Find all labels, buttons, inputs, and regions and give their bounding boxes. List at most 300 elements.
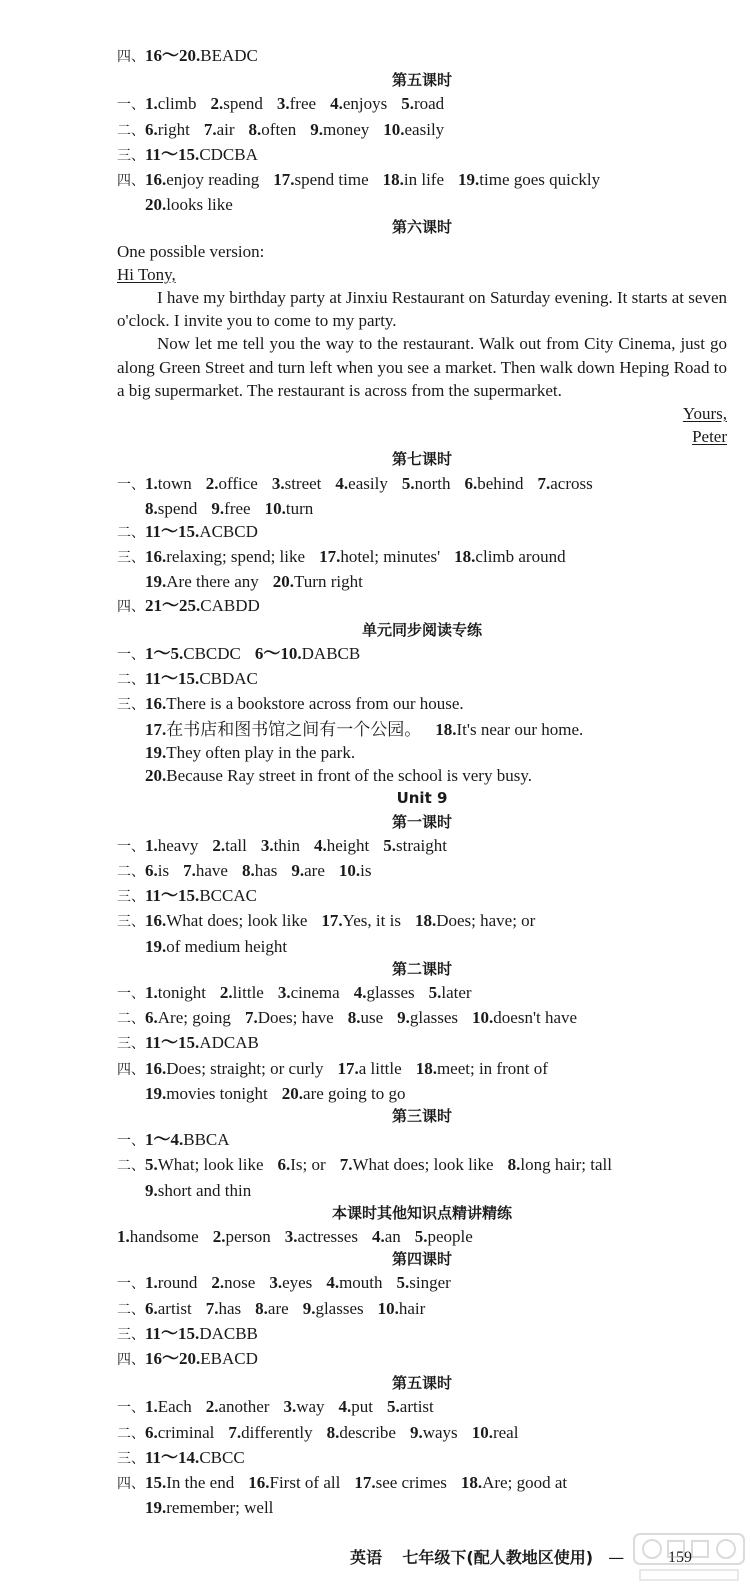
question-number: 6. (277, 1155, 291, 1175)
answer-text: another (218, 1397, 270, 1417)
answer-line (117, 1082, 727, 1105)
section-number: 三、 (117, 1450, 145, 1467)
answer-text: a little (358, 1058, 402, 1078)
question-number: 16～20. (145, 1348, 201, 1368)
answer-item (145, 1273, 197, 1292)
answer-text: First of all (269, 1472, 341, 1492)
answer-item (145, 1498, 273, 1517)
question-number: 4. (335, 473, 349, 493)
answer-item (145, 836, 198, 855)
question-number: 18. (415, 1058, 437, 1078)
answer-line (117, 497, 727, 520)
question-number: 11～15. (145, 1323, 200, 1343)
answer-text: short and thin (157, 1180, 252, 1200)
answer-item (402, 474, 451, 493)
section-number: 一、 (117, 985, 145, 1002)
question-number: 11～15. (145, 1033, 200, 1053)
section-heading: 第四课时 (391, 1250, 452, 1269)
section-number: 三、 (117, 147, 145, 164)
answer-text: enjoy reading (166, 170, 260, 190)
question-number: 9. (211, 498, 225, 518)
question-number: 17. (337, 1058, 359, 1078)
answer-text: relaxing; spend; like (166, 547, 306, 567)
answer-text: BEADC (200, 46, 258, 65)
answer-item (339, 1397, 373, 1416)
answer-item (206, 1299, 241, 1318)
answer-item (415, 1227, 473, 1246)
answer-text: CBCDC (183, 644, 241, 664)
answer-text: EBACD (200, 1348, 258, 1368)
answer-text: spend (223, 94, 263, 114)
answer-item (265, 499, 314, 518)
question-number: 20. (272, 572, 295, 592)
text-line: Hi Tony, (117, 264, 176, 284)
question-number: 7. (203, 119, 217, 139)
answer-line (117, 1421, 727, 1446)
answer-text: singer (409, 1273, 451, 1293)
section-number: 一、 (117, 476, 145, 493)
answer-text: see crimes (375, 1472, 447, 1492)
answer-text: BCCAC (199, 886, 257, 906)
answer-item (206, 474, 258, 493)
question-number: 2. (205, 473, 219, 493)
answer-line (117, 520, 727, 545)
answer-item (410, 1423, 458, 1442)
section-heading: Unit 9 (396, 789, 448, 808)
question-number: 4. (371, 1226, 385, 1246)
question-number: 5. (396, 1273, 410, 1293)
answer-item (278, 1155, 326, 1174)
question-number: 16. (145, 170, 167, 190)
question-number: 18. (460, 1472, 483, 1492)
section-heading: 单元同步阅读专练 (361, 620, 482, 639)
answer-text: What does; look like (166, 911, 308, 931)
answer-item (387, 1397, 434, 1416)
answer-line (117, 472, 727, 497)
answer-text: straight (396, 835, 448, 855)
answer-item (383, 120, 444, 139)
section-heading: 第五课时 (391, 71, 452, 90)
answer-item (261, 836, 300, 855)
answer-text: Does; have; or (436, 911, 536, 931)
section-number: 一、 (117, 1400, 145, 1417)
answer-item (145, 1423, 214, 1442)
answer-text: Does; have (257, 1008, 334, 1028)
answer-line (117, 1153, 727, 1178)
answer-text: of medium height (166, 936, 288, 956)
question-number: 16. (145, 694, 167, 714)
answer-line (117, 1006, 727, 1031)
answer-item (145, 120, 190, 139)
question-number: 18. (454, 547, 476, 567)
question-number: 1. (145, 835, 158, 855)
answer-text: meet; in front of (436, 1058, 548, 1078)
answer-line (117, 118, 727, 143)
answer-text: CBCC (199, 1447, 245, 1467)
answer-item (327, 1423, 396, 1442)
footer-dash: — (608, 1548, 625, 1567)
question-number: 3. (284, 1226, 298, 1246)
answer-text: glasses (366, 982, 415, 1002)
section-number: 二、 (117, 525, 145, 542)
letter-signoff (117, 402, 727, 425)
section-number: 三、 (117, 550, 145, 567)
answer-text: time goes quickly (479, 170, 601, 190)
question-number: 5. (428, 982, 442, 1002)
answer-item (145, 1084, 268, 1103)
question-number: 3. (276, 94, 290, 114)
question-number: 6. (145, 1298, 158, 1318)
question-number: 7. (205, 1298, 219, 1318)
answer-key-page (117, 44, 727, 1519)
answer-item (269, 1273, 312, 1292)
answer-item (145, 522, 258, 541)
question-number: 20. (145, 195, 167, 215)
answer-text: tall (225, 835, 247, 855)
answer-text: little (232, 982, 264, 1002)
answer-line (117, 834, 727, 859)
answer-text: doesn't have (493, 1008, 578, 1028)
question-number: 17. (354, 1472, 376, 1492)
answer-item (283, 1397, 324, 1416)
answer-text: ways (422, 1422, 458, 1442)
answer-text: street (284, 473, 322, 493)
answer-text: What; look like (157, 1155, 264, 1175)
section-number: 四、 (117, 1475, 145, 1492)
question-number: 17. (145, 719, 167, 739)
footer-subject: 英语 (350, 1548, 383, 1567)
answer-text: Are; good at (482, 1472, 568, 1492)
answer-item (278, 983, 340, 1002)
answer-item (183, 861, 228, 880)
answer-line (117, 764, 727, 787)
answer-item (145, 1448, 245, 1467)
answer-item (220, 983, 264, 1002)
section-heading: 第二课时 (391, 959, 452, 978)
answer-text: round (157, 1273, 198, 1293)
answer-text: in life (403, 170, 445, 190)
answer-text: DABCB (301, 644, 361, 664)
page-footer (350, 1546, 624, 1569)
answer-text: office (218, 473, 258, 493)
section-heading: 第五课时 (391, 1374, 452, 1393)
question-number: 10. (472, 1008, 494, 1028)
answer-line (117, 718, 727, 741)
answer-item (117, 1227, 199, 1246)
question-number: 16. (145, 1058, 167, 1078)
answer-text: enjoys (342, 94, 388, 114)
answer-item (454, 547, 565, 566)
question-number: 16. (145, 547, 167, 567)
answer-text: town (157, 473, 192, 493)
question-number: 5. (387, 1397, 400, 1417)
question-number: 9. (302, 1298, 316, 1318)
question-number: 8. (507, 1155, 521, 1175)
answer-item (145, 766, 532, 785)
answer-line (117, 1322, 727, 1347)
question-number: 8. (241, 860, 255, 880)
section-number: 三、 (117, 1036, 145, 1053)
question-number: 10. (377, 1298, 399, 1318)
section-number: 四、 (117, 598, 145, 615)
question-number: 19. (458, 170, 480, 190)
question-number: 5. (401, 94, 414, 114)
question-number: 9. (409, 1422, 423, 1442)
question-number: 3. (271, 473, 285, 493)
answer-item (416, 1059, 548, 1078)
question-number: 2. (210, 94, 224, 114)
answer-item (397, 1008, 458, 1027)
answer-text: road (413, 94, 445, 114)
question-number: 11～15. (145, 669, 200, 689)
section-number: 三、 (117, 889, 145, 906)
answer-line (117, 193, 727, 216)
answer-text: CDCBA (199, 144, 258, 164)
answer-text: differently (241, 1422, 313, 1442)
question-number: 2. (205, 1397, 219, 1417)
section-number: 一、 (117, 1276, 145, 1293)
answer-item (372, 1227, 401, 1246)
answer-item (145, 170, 259, 189)
section-number: 一、 (117, 97, 145, 114)
question-number: 6. (145, 860, 158, 880)
answer-text: remember; well (166, 1498, 274, 1518)
question-number: 6. (145, 1008, 158, 1028)
footer-grade: 七年级下(配人教地区使用) (402, 1548, 594, 1567)
answer-line (117, 692, 727, 717)
answer-line (117, 594, 727, 619)
answer-item (213, 1227, 271, 1246)
question-number: 3. (283, 1397, 297, 1417)
answer-text: Are; going (157, 1008, 231, 1028)
answer-item (401, 94, 444, 113)
answer-item (206, 1397, 270, 1416)
section-number: 三、 (117, 914, 145, 931)
answer-item (145, 1155, 264, 1174)
answer-item (145, 1473, 234, 1492)
answer-text: mouth (339, 1273, 383, 1293)
answer-text: person (225, 1226, 271, 1246)
answer-item (255, 1299, 289, 1318)
answer-item (145, 474, 192, 493)
answer-item (145, 596, 260, 615)
answer-line (117, 545, 727, 570)
question-number: 11～15. (145, 144, 200, 164)
answer-line (117, 168, 727, 193)
answer-text: an (384, 1226, 401, 1246)
section-number: 三、 (117, 697, 145, 714)
answer-item (210, 94, 262, 113)
answer-item (321, 911, 401, 930)
section-heading: 第六课时 (391, 218, 452, 237)
answer-item (255, 644, 360, 663)
answer-item (272, 474, 322, 493)
answer-item (273, 572, 363, 591)
question-number: 1. (145, 1397, 158, 1417)
question-number: 10. (471, 1422, 493, 1442)
section-heading: 第七课时 (391, 450, 452, 469)
answer-item (285, 1227, 358, 1246)
answer-line (117, 1179, 727, 1202)
question-number: 9. (291, 860, 305, 880)
answer-item (228, 1423, 312, 1442)
question-number: 4. (314, 835, 327, 855)
answer-text: cinema (290, 982, 340, 1002)
question-number: 10. (338, 860, 361, 880)
question-number: 5. (145, 1155, 158, 1175)
answer-text: eyes (282, 1273, 313, 1293)
answer-text: nose (224, 1273, 256, 1293)
answer-text: ADCAB (199, 1033, 259, 1053)
answer-text: glasses (409, 1008, 459, 1028)
answer-text: real (492, 1422, 519, 1442)
answer-text: In the end (166, 1472, 235, 1492)
question-number: 21～25. (145, 595, 201, 615)
section-number: 一、 (117, 1133, 145, 1150)
answer-text: DACBB (199, 1323, 258, 1343)
answer-item (145, 1008, 231, 1027)
answer-item (204, 120, 235, 139)
answer-text: air (216, 119, 235, 139)
section-number: 一、 (117, 838, 145, 855)
answer-item (458, 170, 600, 189)
answer-item (397, 1273, 451, 1292)
answer-text: use (360, 1008, 384, 1028)
answer-text: artist (157, 1298, 192, 1318)
answer-text: behind (477, 473, 524, 493)
answer-text: people (427, 1226, 473, 1246)
answer-line (117, 859, 727, 884)
answer-line (117, 741, 727, 764)
question-number: 18. (414, 911, 437, 931)
answer-item (435, 720, 583, 739)
answer-item (145, 861, 169, 880)
question-number: 6～10. (254, 644, 302, 664)
answer-text: climb (157, 94, 197, 114)
question-number: 7. (537, 473, 551, 493)
answer-item (212, 836, 246, 855)
question-number: 7. (228, 1422, 242, 1442)
question-number: 16. (145, 911, 167, 931)
answer-text: They often play in the park. (166, 742, 356, 762)
answer-item (145, 145, 258, 164)
answer-line (117, 667, 727, 692)
answer-item (415, 911, 535, 930)
question-number: 19. (145, 936, 167, 956)
question-number: 9. (145, 1180, 158, 1200)
question-number: 7. (244, 1008, 258, 1028)
text-line: One possible version: (117, 241, 265, 261)
question-number: 19. (145, 572, 167, 592)
answer-item (330, 94, 387, 113)
question-number: 2. (212, 835, 226, 855)
question-number: 5. (383, 835, 397, 855)
answer-item (461, 1473, 567, 1492)
letter-paragraph: Now let me tell you the way to the restaurant. Walk out from City Cinema, just go along Green Street and turn left when you see a market. Then walk down Heping Road to a big supermarket. The restaurant is across from the supermarket. (117, 334, 727, 400)
answer-item (277, 94, 316, 113)
answer-line (117, 1496, 727, 1519)
question-number: 3. (277, 982, 291, 1002)
question-number: 16. (248, 1472, 270, 1492)
answer-line (117, 1297, 727, 1322)
answer-text: is (360, 860, 372, 880)
answer-item (145, 669, 258, 688)
watermark-logo-icon (630, 1528, 748, 1586)
answer-item (354, 1473, 447, 1492)
question-number: 3. (260, 835, 274, 855)
question-number: 1. (145, 1273, 158, 1293)
answer-item (348, 1008, 383, 1027)
answer-line (117, 1128, 727, 1153)
answer-text: hair (398, 1298, 426, 1318)
answer-text: are (304, 860, 325, 880)
question-number: 9. (397, 1008, 410, 1028)
answer-item (340, 1155, 494, 1174)
answer-text: free (224, 498, 251, 518)
answer-line (117, 570, 727, 593)
answer-text: CABDD (200, 595, 260, 615)
answer-text: There is a bookstore across from our house. (166, 694, 464, 714)
question-number: 17. (321, 911, 343, 931)
answer-text: BBCA (183, 1130, 230, 1150)
question-number: 2. (212, 1226, 226, 1246)
answer-item (145, 1130, 230, 1149)
answer-text: across (550, 473, 593, 493)
question-number: 8. (248, 119, 262, 139)
question-number: 1. (145, 94, 158, 114)
answer-item (310, 120, 369, 139)
section-number: 二、 (117, 1301, 145, 1318)
answer-text: later (441, 982, 472, 1002)
answer-text: put (351, 1397, 374, 1417)
answer-text: long hair; tall (520, 1155, 612, 1175)
answer-text: turn (285, 498, 314, 518)
question-number: 8. (326, 1422, 340, 1442)
question-number: 18. (435, 719, 457, 739)
section-number: 二、 (117, 122, 145, 139)
question-number: 11～15. (145, 522, 200, 542)
answer-text: heavy (157, 835, 199, 855)
section-heading: 本课时其他知识点精讲精练 (331, 1203, 512, 1222)
question-number: 17. (273, 170, 295, 190)
answer-line (117, 981, 727, 1006)
answer-text: ACBCD (199, 522, 258, 542)
answer-line (117, 1031, 727, 1056)
question-number: 3. (269, 1273, 283, 1293)
question-number: 1. (145, 473, 158, 493)
question-number: 11～15. (145, 886, 200, 906)
answer-text: climb around (475, 547, 566, 567)
answer-item (145, 499, 197, 518)
answer-item (354, 983, 415, 1002)
answer-item (242, 861, 277, 880)
question-number: 4. (326, 1273, 340, 1293)
answer-line (117, 1057, 727, 1082)
answer-line (117, 1446, 727, 1471)
answer-line (117, 909, 727, 934)
question-number: 9. (310, 119, 323, 139)
answer-text: artist (399, 1397, 434, 1417)
section-number: 二、 (117, 1011, 145, 1028)
question-number: 2. (219, 982, 233, 1002)
answer-text: criminal (157, 1422, 215, 1442)
answer-text: tonight (157, 982, 206, 1002)
answer-item (145, 572, 259, 591)
section-number: 四、 (117, 49, 145, 65)
answer-item (211, 499, 250, 518)
answer-text: easily (404, 119, 445, 139)
answer-item (472, 1008, 577, 1027)
